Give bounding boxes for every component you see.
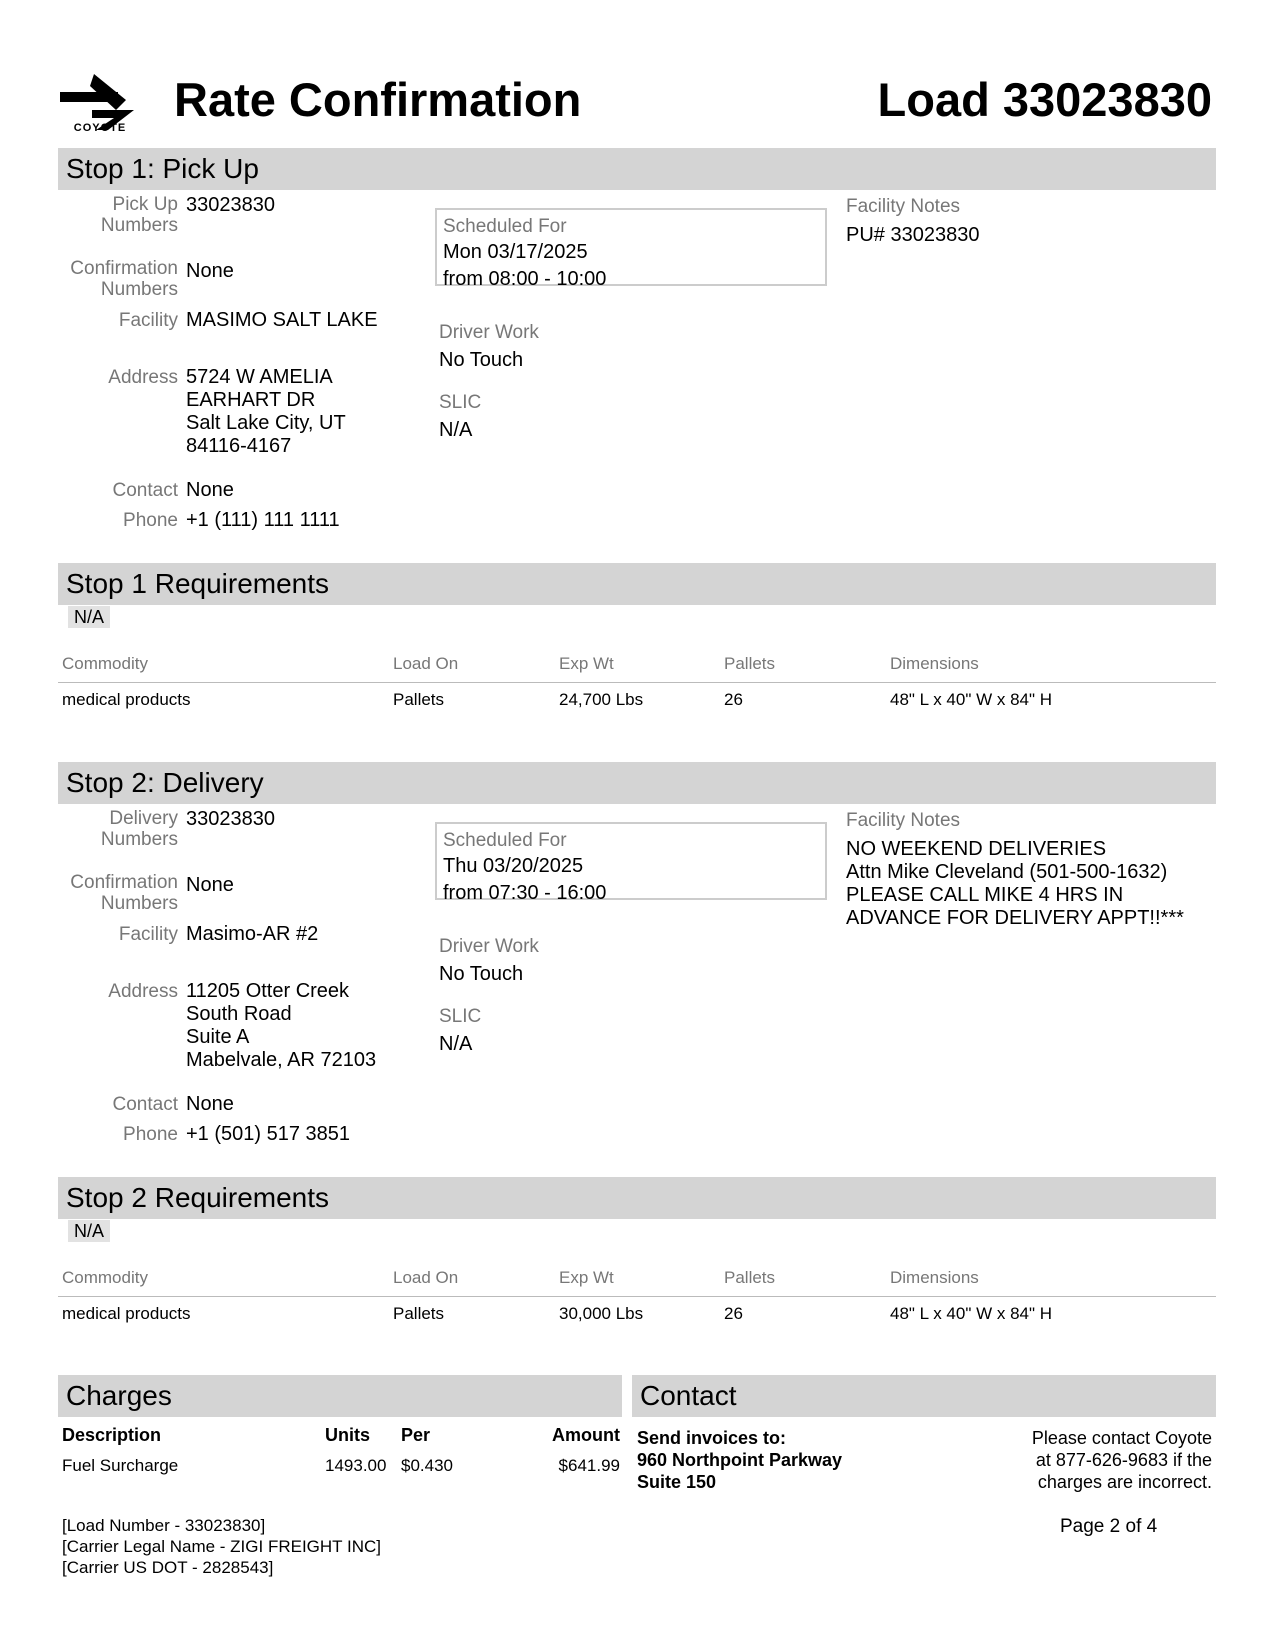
contact-send-invoices: Send invoices to: 960 Northpoint Parkway Suite 150: [637, 1428, 843, 1492]
stop2-driver-work-label: Driver Work: [439, 936, 539, 957]
stop2-scheduled-date: Thu 03/20/2025: [443, 855, 584, 877]
stop1-td-load-on: Pallets: [393, 690, 445, 709]
stop2-confirmation: None: [186, 874, 234, 896]
page-title: Rate Confirmation: [174, 73, 582, 126]
stop2-contact-label: Contact: [112, 1094, 178, 1115]
stop2-scheduled-label: Scheduled For: [443, 830, 567, 851]
stop1-requirements-badge: N/A: [68, 606, 110, 628]
stop2-th-dimensions: Dimensions: [890, 1268, 979, 1287]
stop1-th-load-on: Load On: [393, 654, 459, 673]
stop2-driver-work: No Touch: [439, 963, 524, 985]
stop2-slic-label: SLIC: [439, 1006, 482, 1027]
charges-th-per: Per: [401, 1425, 431, 1445]
stop2-td-load-on: Pallets: [393, 1304, 445, 1323]
stop1-phone: +1 (111) 111 1111: [186, 509, 340, 531]
charges-td-per: $0.430: [401, 1456, 453, 1475]
stop1-th-pallets: Pallets: [724, 654, 776, 673]
stop2-table-rule: [58, 1296, 1216, 1297]
stop2-scheduled-time: from 07:30 - 16:00: [443, 882, 607, 904]
stop1-facility-label: Facility: [118, 310, 178, 331]
stop2-th-commodity: Commodity: [62, 1268, 148, 1287]
stop2-th-exp-wt: Exp Wt: [559, 1268, 614, 1287]
stop1-facility-notes: PU# 33023830: [846, 224, 980, 246]
stop2-facility-label: Facility: [118, 924, 178, 945]
stop1-driver-work: No Touch: [439, 349, 524, 371]
stop2-facility: Masimo-AR #2: [186, 923, 319, 945]
contact-note: Please contact Coyote at 877-626-9683 if the charges are incorrect.: [1031, 1428, 1212, 1492]
stop2-address: 11205 Otter Creek South Road Suite A Mabelvale, AR 72103: [186, 980, 377, 1071]
stop2-td-exp-wt: 30,000 Lbs: [559, 1304, 644, 1323]
footer-carrier-info: [Load Number - 33023830] [Carrier Legal Name - ZIGI FREIGHT INC] [Carrier US DOT - 2828543]: [62, 1516, 381, 1577]
stop1-td-exp-wt: 24,700 Lbs: [559, 690, 644, 709]
stop2-th-pallets: Pallets: [724, 1268, 776, 1287]
stop2-phone: +1 (501) 517 3851: [186, 1123, 351, 1145]
stop2-numbers: 33023830: [186, 808, 275, 830]
stop1-th-dimensions: Dimensions: [890, 654, 979, 673]
stop1-th-exp-wt: Exp Wt: [559, 654, 614, 673]
stop1-driver-work-label: Driver Work: [439, 322, 539, 343]
stop1-confirmation: None: [186, 260, 234, 282]
stop1-contact-label: Contact: [112, 480, 178, 501]
charges-th-description: Description: [62, 1425, 162, 1445]
stop1-confirmation-label: Confirmation Numbers: [70, 258, 178, 300]
charges-bar: Charges: [58, 1375, 622, 1417]
stop2-td-dimensions: 48" L x 40" W x 84" H: [890, 1304, 1053, 1323]
stop1-requirements-bar: Stop 1 Requirements: [58, 563, 1216, 605]
stop2-facility-notes: NO WEEKEND DELIVERIES Attn Mike Cleveland (501-500-1632) PLEASE CALL MIKE 4 HRS IN ADVANCE FOR DELIVERY APPT!!***: [846, 838, 1184, 929]
charges-td-units: 1493.00: [325, 1456, 387, 1475]
charges-th-units: Units: [325, 1425, 370, 1445]
stop1-scheduled-date: Mon 03/17/2025: [443, 241, 588, 263]
stop2-contact: None: [186, 1093, 234, 1115]
stop1-address: 5724 W AMELIA EARHART DR Salt Lake City, UT 84116-4167: [186, 366, 346, 457]
stop1-contact: None: [186, 479, 234, 501]
contact-bar: Contact: [632, 1375, 1216, 1417]
stop2-th-load-on: Load On: [393, 1268, 459, 1287]
stop2-phone-label: Phone: [123, 1124, 178, 1145]
stop1-table-rule: [58, 682, 1216, 683]
stop1-td-pallets: 26: [724, 690, 743, 709]
page-number: Page 2 of 4: [1060, 1516, 1158, 1537]
charges-th-amount: Amount: [552, 1425, 620, 1445]
stop2-confirmation-label: Confirmation Numbers: [70, 872, 178, 914]
stop1-th-commodity: Commodity: [62, 654, 148, 673]
stop1-scheduled-time: from 08:00 - 10:00: [443, 268, 607, 290]
stop2-requirements-badge: N/A: [68, 1220, 110, 1242]
charges-td-amount: $641.99: [558, 1456, 620, 1475]
stop1-scheduled-box: [435, 208, 827, 290]
stop2-section-bar: Stop 2: Delivery: [58, 762, 1216, 804]
stop2-td-commodity: medical products: [62, 1304, 191, 1323]
load-title: Load 33023830: [877, 73, 1212, 126]
stop2-numbers-label: Delivery Numbers: [100, 808, 178, 850]
stop1-facility: MASIMO SALT LAKE: [186, 309, 378, 331]
stop1-numbers-label: Pick Up Numbers: [100, 194, 178, 236]
stop1-numbers: 33023830: [186, 194, 275, 216]
stop2-td-pallets: 26: [724, 1304, 743, 1323]
stop1-slic-label: SLIC: [439, 392, 482, 413]
logo-text: COYOTE: [73, 122, 127, 134]
stop2-address-label: Address: [108, 981, 178, 1002]
stop1-facility-notes-label: Facility Notes: [846, 196, 961, 217]
stop2-scheduled-box: [435, 822, 827, 904]
stop2-facility-notes-label: Facility Notes: [846, 810, 961, 831]
stop1-slic: N/A: [439, 419, 473, 441]
stop1-td-commodity: medical products: [62, 690, 191, 709]
charges-td-description: Fuel Surcharge: [62, 1456, 179, 1475]
stop1-td-dimensions: 48" L x 40" W x 84" H: [890, 690, 1053, 709]
stop2-slic: N/A: [439, 1033, 473, 1055]
stop1-scheduled-label: Scheduled For: [443, 216, 567, 237]
stop1-phone-label: Phone: [123, 510, 178, 531]
stop1-section-bar: Stop 1: Pick Up: [58, 148, 1216, 190]
stop2-requirements-bar: Stop 2 Requirements: [58, 1177, 1216, 1219]
stop1-address-label: Address: [108, 367, 178, 388]
